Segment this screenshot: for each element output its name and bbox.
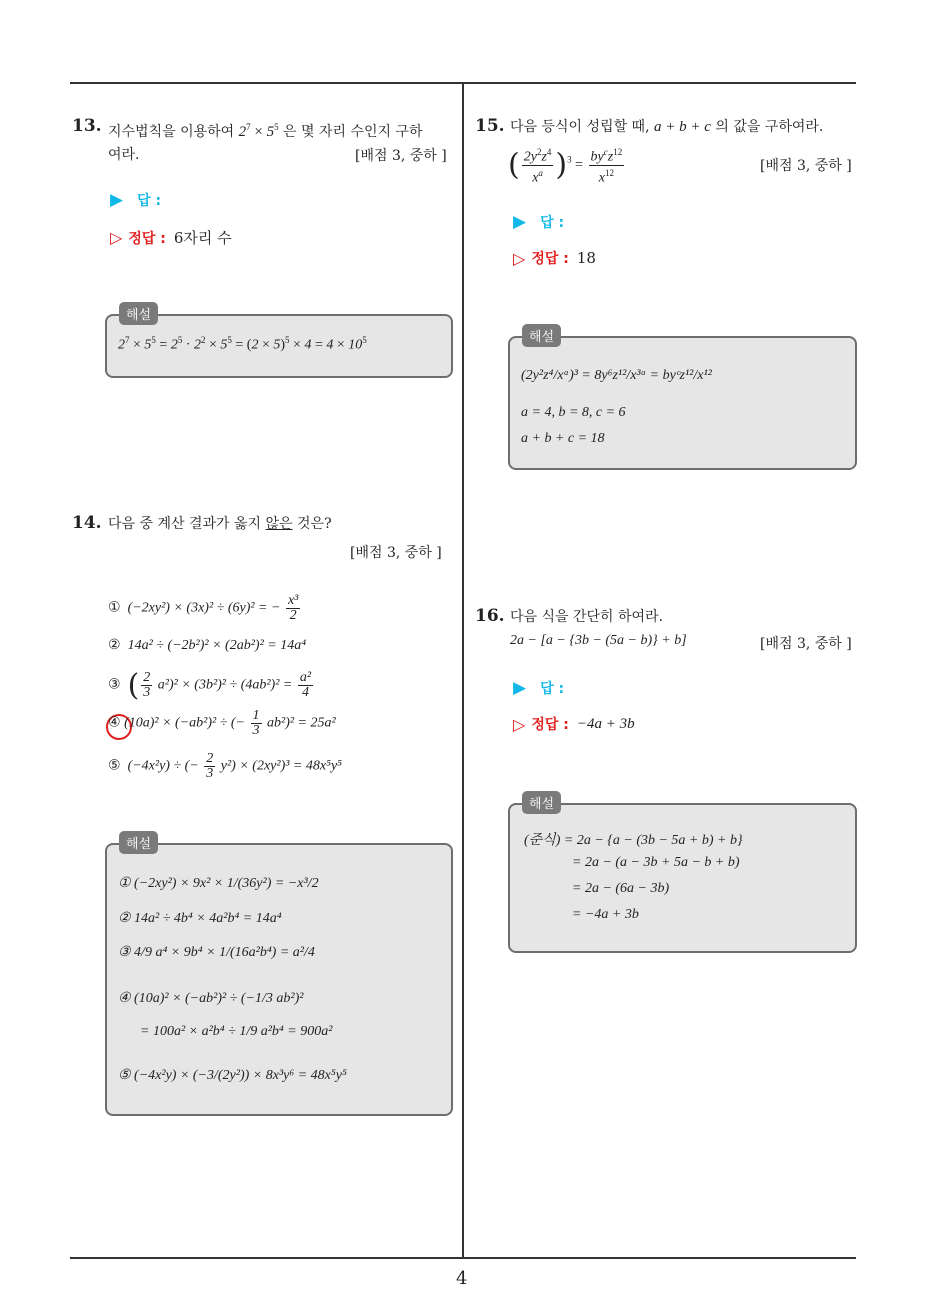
question-16-answer-blank: [513, 678, 564, 698]
question-16-answer-value: −4a + 3b: [576, 715, 635, 732]
correct-label: 정답 :: [531, 251, 569, 267]
question-13-text: [108, 117, 423, 142]
question-15-explanation-box: [508, 336, 857, 470]
question-13-explanation-tag: 해설: [119, 302, 158, 325]
answer-label: 답 :: [540, 681, 565, 697]
answer-label: 답 :: [137, 193, 162, 209]
question-14-underlined: 않은: [265, 516, 293, 532]
question-15-explain-2: a = 4, b = 8, c = 6: [521, 405, 626, 420]
choice-4: ④ (10a)² × (−ab²)² ÷ (− $\frac{1}{3}$ ab²)² = 25a²: [108, 708, 336, 738]
outline-triangle-icon: ▷: [513, 248, 526, 268]
question-16-explain-2: = 2a − (a − 3b + 5a − b + b): [572, 855, 740, 870]
question-14-text: [108, 514, 332, 534]
question-13-answer-blank: [110, 190, 161, 210]
question-13-explanation-line: $2^7 \times 5^5 = 2^5 \cdot 2^2 \times 5^5 = (2 \times 5)^5 \times 4 = 4 \times 10^5$: [118, 335, 367, 353]
question-16-explanation-box: [508, 803, 857, 953]
choice-4-expression: (10a)² × (−ab²)² ÷ (−: [124, 715, 245, 731]
choice-5-mark: ⑤: [108, 758, 121, 774]
question-14-explanation-tag: 해설: [119, 831, 158, 854]
question-15-equation: ( $\frac{2y^2z^4}{x^a}$ )$^3$ = $\frac{by^cz^{12}}{x^{12}}$: [508, 147, 623, 186]
question-16-explain-4: = −4a + 3b: [572, 907, 639, 922]
correct-label: 정답 :: [128, 230, 166, 247]
choice-5-expression: (−4x²y) ÷ (−: [127, 758, 199, 774]
choice-1-expression: (−2xy²) × (3x)² ÷ (6y)² = −: [127, 600, 281, 616]
question-13-number: 13.: [72, 116, 102, 136]
question-15-number: 15.: [475, 116, 505, 136]
question-13-correct-answer: [110, 227, 232, 248]
question-14-explain-5: = 100a² × a²b⁴ ÷ 1/9 a²b⁴ = 900a²: [140, 1024, 333, 1039]
answer-label: 답 :: [540, 215, 565, 231]
choice-1-fraction-num: x³: [287, 593, 299, 608]
correct-label: 정답 :: [531, 717, 569, 733]
question-15-answer-blank: [513, 212, 564, 232]
question-16-number: 16.: [475, 606, 505, 626]
question-14-explain-1: ① (−2xy²) × 9x² × 1/(36y²) = −x³/2: [118, 876, 319, 891]
question-16-correct-answer: [513, 714, 635, 734]
outline-triangle-icon: ▷: [513, 714, 526, 734]
play-icon: ▶: [110, 190, 124, 210]
question-16-text: 다음 식을 간단히 하여라.: [510, 609, 664, 625]
question-15-text-b: 의 값을 구하여라.: [715, 119, 824, 135]
question-15-score: [배점 3, 중하 ]: [760, 158, 852, 174]
choice-2: [108, 637, 306, 654]
question-13-answer-value: 6자리 수: [173, 229, 232, 247]
play-icon: ▶: [513, 212, 527, 232]
question-15-explain-1: (2y²z⁴/xᵃ)³ = 8y⁶z¹²/x³ᵃ = byᶜz¹²/x¹²: [521, 368, 712, 383]
question-15-explanation-tag: 해설: [522, 324, 561, 347]
question-14-text-a: 다음 중 계산 결과가 옳지: [108, 516, 262, 532]
question-16-expression: 2a − [a − {3b − (5a − b)} + b]: [510, 633, 687, 648]
question-13-score: [배점 3, 중하 ]: [355, 148, 447, 164]
question-15-explain-3: a + b + c = 18: [521, 431, 605, 446]
choice-1-mark: ①: [108, 600, 121, 616]
choice-3: ③ ( $\frac{2}{3}$ a²)² × (3b²)² ÷ (4ab²)² = $\frac{\text{a²}}{4}$: [108, 668, 312, 703]
question-16-explain-3: = 2a − (6a − 3b): [572, 881, 670, 896]
question-14-explain-3: ③ 4/9 a⁴ × 9b⁴ × 1/(16a²b⁴) = a²/4: [118, 945, 315, 960]
question-16-explain-1: (준식) = 2a − {a − (3b − 5a + b) + b}: [524, 833, 743, 848]
choice-3-fraction-den: 4: [301, 685, 309, 700]
question-13-text-b: 은 몇 자리 수인지 구하: [283, 124, 423, 140]
choice-3-mark: ③: [108, 677, 121, 693]
question-14-explain-2: ② 14a² ÷ 4b⁴ × 4a²b⁴ = 14a⁴: [118, 911, 282, 926]
choice-5-tail: y²) × (2xy²)³ = 48x⁵y⁵: [220, 758, 343, 774]
choice-5: ⑤ (−4x²y) ÷ (− $\frac{2}{3}$ y²) × (2xy²)³ = 48x⁵y⁵: [108, 751, 343, 781]
question-16-explanation-tag: 해설: [522, 791, 561, 814]
choice-1: [108, 594, 302, 623]
choice-1-fraction-den: 2: [289, 608, 297, 623]
play-icon: ▶: [513, 678, 527, 698]
question-14-explain-4: ④ (10a)² × (−ab²)² ÷ (−1/3 ab²)²: [118, 991, 304, 1006]
outline-triangle-icon: ▷: [110, 228, 123, 247]
choice-3-fraction-num: a²: [299, 670, 312, 685]
question-15-text: [510, 117, 823, 137]
question-15-correct-answer: [513, 248, 596, 268]
choice-2-expression: 14a² ÷ (−2b²)² × (2ab²)² = 14a⁴: [127, 638, 307, 653]
choice-4-mark: ④: [108, 715, 121, 731]
question-15-expression: a + b + c: [653, 119, 711, 135]
question-14-explain-6: ⑤ (−4x²y) × (−3/(2y²)) × 8x³y⁶ = 48x⁵y⁵: [118, 1068, 347, 1083]
choice-4-tail: ab²)² = 25a²: [267, 715, 336, 731]
question-14-score: [배점 3, 중하 ]: [350, 545, 442, 561]
question-13-text-line2: 여라.: [108, 147, 140, 163]
page-number: 4: [456, 1268, 468, 1289]
question-15-text-a: 다음 등식이 성립할 때,: [510, 119, 650, 135]
question-14-number: 14.: [72, 513, 102, 533]
question-16-score: [배점 3, 중하 ]: [760, 636, 852, 652]
choice-3-expression: a²)² × (3b²)² ÷ (4ab²)² =: [157, 677, 293, 693]
choice-2-mark: ②: [108, 638, 121, 653]
question-13-text-a: 지수법칙을 이용하여: [108, 124, 235, 140]
question-15-answer-value: 18: [576, 249, 596, 267]
column-divider: [462, 83, 464, 1258]
question-14-text-b: 것은?: [297, 516, 332, 532]
question-13-expression: $2^7 \times 5^5$: [238, 122, 279, 140]
